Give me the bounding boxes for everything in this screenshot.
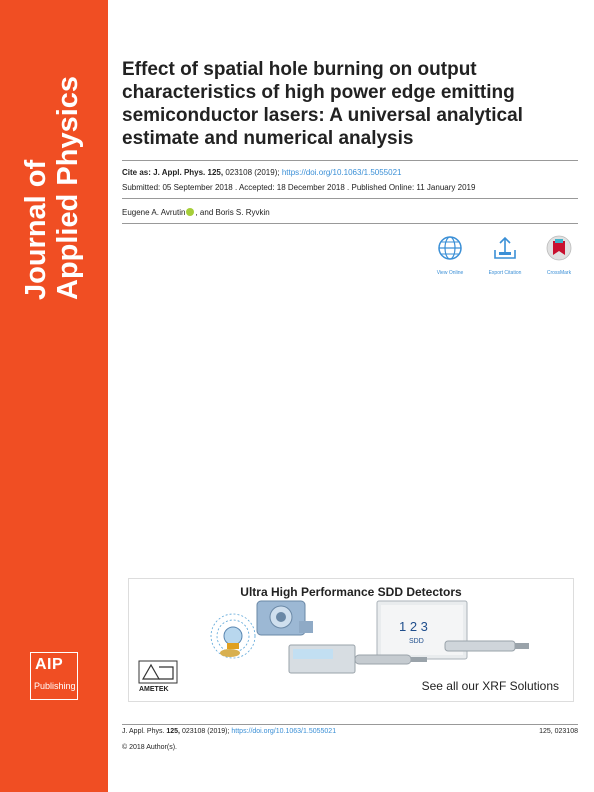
divider [122, 198, 578, 199]
aip-logo-sub: Publishing [34, 681, 76, 691]
cite-rest: 023108 (2019); [225, 168, 280, 177]
divider [122, 724, 578, 725]
footer-cite-volume: 125, [166, 728, 180, 735]
journal-title-line2: Applied Physics [52, 75, 84, 300]
view-online-label: View Online [436, 270, 464, 276]
sdd-label: SDD [409, 638, 424, 645]
sdd-numbers: 1 2 3 [399, 619, 428, 634]
crossmark-label: CrossMark [546, 270, 572, 276]
article-title: Effect of spatial hole burning on output characteristics of high power edge emitting semiconductor lasers: A universal analytical estimate and numerical analysis [122, 59, 523, 149]
cite-volume: 125, [207, 168, 224, 177]
divider [122, 223, 578, 224]
detector-diagram-icon [211, 614, 255, 658]
sdd-box-icon [377, 601, 529, 659]
footer-cite-rest: 023108 (2019); [181, 728, 230, 735]
cite-label: Cite as: J. Appl. Phys. [122, 168, 206, 177]
ametek-text: AMETEK [139, 686, 169, 693]
author-link[interactable]: , and Boris S. Ryvkin [195, 208, 270, 217]
export-citation-label: Export Citation [488, 270, 522, 276]
copyright-notice: © 2018 Author(s). [122, 744, 177, 751]
journal-title [20, 76, 84, 300]
journal-title-line1: Journal of [20, 159, 52, 300]
orcid-icon[interactable] [186, 208, 194, 216]
footer-cite-prefix: J. Appl. Phys. [122, 728, 165, 735]
journal-sidebar [0, 0, 108, 792]
crossmark-button[interactable] [535, 234, 583, 276]
author-link[interactable]: Eugene A. Avrutin [122, 208, 186, 217]
globe-icon [436, 234, 464, 262]
view-online-button[interactable] [426, 234, 474, 276]
ad-cta-link[interactable]: See all our XRF Solutions [421, 679, 559, 693]
divider [122, 160, 578, 161]
export-citation-button[interactable] [481, 234, 529, 276]
publication-dates: Submitted: 05 September 2018 . Accepted: 18 December 2018 . Published Online: 11 January 2019 [122, 183, 476, 192]
author-list [122, 208, 270, 217]
export-icon [491, 234, 519, 262]
advertisement-banner[interactable] [128, 578, 574, 702]
footer-citation [122, 728, 336, 735]
crossmark-icon [545, 234, 573, 262]
doi-link[interactable]: https://doi.org/10.1063/1.5055021 [281, 168, 402, 177]
footer-page-number: 125, 023108 [539, 728, 578, 735]
citation-line [122, 168, 401, 177]
aip-logo-text: AIP [35, 656, 64, 673]
detector-module-icon [257, 601, 313, 635]
aip-publishing-logo[interactable] [30, 652, 78, 700]
ad-headline: Ultra High Performance SDD Detectors [240, 585, 462, 599]
ametek-logo [139, 661, 177, 693]
footer-doi-link[interactable]: https://doi.org/10.1063/1.5055021 [231, 728, 337, 735]
